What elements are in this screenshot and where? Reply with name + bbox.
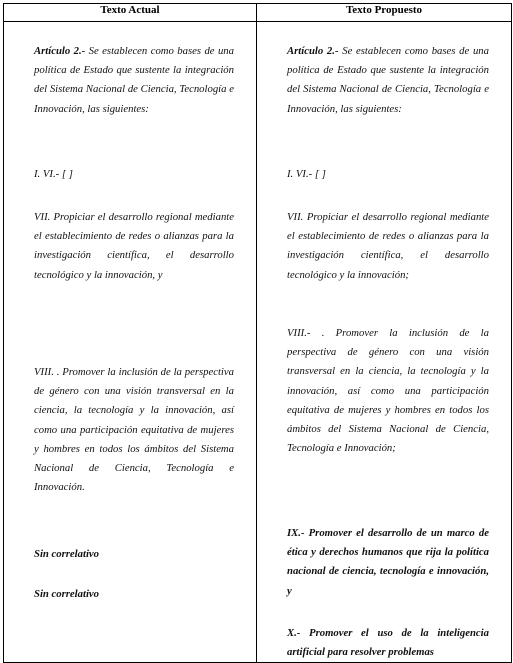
header-row — [4, 4, 512, 22]
proposed-article-body: Se establecen como bases de una política de Estado que sustente la integración del Sistema Nacional de Ciencia, Tecnología e Innovación, las siguientes: — [287, 45, 489, 115]
current-no-correlative-1: Sin correlativo — [34, 548, 100, 560]
current-article-2 — [34, 42, 234, 119]
proposed-text-cell — [257, 22, 512, 663]
proposed-fraction-x: X.- Promover el uso de la inteligencia artificial para resolver problemas — [287, 627, 489, 659]
proposed-range: I. VI.- [ ] — [287, 168, 326, 180]
comparison-table — [3, 3, 512, 663]
current-article-lead: Artículo 2.- — [34, 45, 86, 57]
proposed-fraction-ix: IX.- Promover el desarrollo de un marco de ética y derechos humanos que rija la política nacional de ciencia, tecnología e innovación, y — [287, 527, 489, 597]
current-fraction-viii: VIII. . Promover la inclusión de la perspectiva de género con una visión transversal en la ciencia, la tecnología y la innovación, así como una participación equitativa de mujeres y hombres en todos los ámbitos del Sistema Nacional de Ciencia, Tecnología e Innovación. — [34, 366, 234, 494]
content-row — [4, 22, 512, 663]
current-article-body: Se establecen como bases de una política de Estado que sustente la integración del Sistema Nacional de Ciencia, Tecnología e Innovación, las siguientes: — [34, 45, 234, 115]
current-range: I. VI.- [ ] — [34, 168, 73, 180]
proposed-fraction-viii: VIII.- . Promover la inclusión de la perspectiva de género con una visión transversal en la ciencia, la tecnología y la innovación, así como una participación equitativa de mujeres y hombres en todos los ámbitos del Sistema Nacional de Ciencia, Tecnología e Innovación; — [287, 327, 489, 455]
proposed-article-2 — [287, 42, 489, 119]
current-text-cell — [4, 22, 257, 663]
proposed-article-lead: Artículo 2.- — [287, 45, 339, 57]
header-current-text: Texto Actual — [4, 4, 257, 22]
proposed-fraction-vii: VII. Propiciar el desarrollo regional mediante el establecimiento de redes o alianzas para la investigación científica, el desarrollo tecnológico y la innovación; — [287, 211, 489, 281]
header-proposed-text: Texto Propuesto — [257, 4, 512, 22]
current-no-correlative-2: Sin correlativo — [34, 588, 100, 600]
current-fraction-vii: VII. Propiciar el desarrollo regional mediante el establecimiento de redes o alianzas para la investigación científica, el desarrollo tecnológico y la innovación, y — [34, 211, 234, 281]
